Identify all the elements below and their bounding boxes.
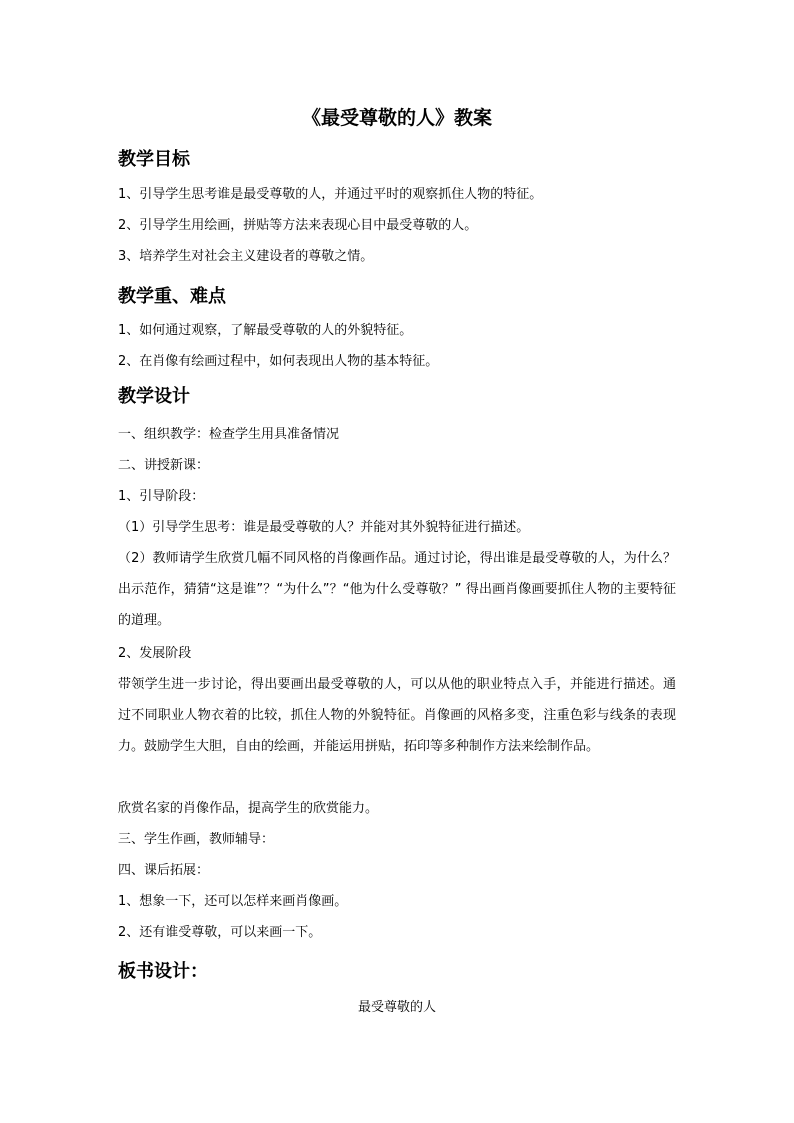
section-heading-board: 板书设计： [118,961,208,982]
design-paragraph-2: （2）教师请学生欣赏几幅不同风格的肖像画作品。通过讨论，得出谁是最受尊敬的人，为什么？出示范作，猜猜“这是谁”？“为什么”？“他为什么受尊敬？” 得出画肖像画要抓住人物的主要特征的道理。 [118,551,676,628]
section-heading-design: 教学设计 [118,386,190,407]
design-after-line-4: 1、想象一下，还可以怎样来画肖像画。 [118,894,348,909]
board-center-text: 最受尊敬的人 [357,1000,436,1015]
objective-item-1: 1、引导学生思考谁是最受尊敬的人，并通过平时的观察抓住人物的特征。 [118,187,543,202]
design-after-line-3: 四、课后拓展： [118,863,210,878]
key-point-item-1: 1、如何通过观察，了解最受尊敬的人的外貌特征。 [118,323,413,338]
section-heading-objectives: 教学目标 [118,149,190,170]
design-line-2: 二、讲授新课： [118,458,210,473]
objective-item-3: 3、培养学生对社会主义建设者的尊敬之情。 [118,249,374,264]
document-title: 《最受尊敬的人》教案 [301,107,492,129]
design-after-line-5: 2、还有谁受尊敬，可以来画一下。 [118,925,322,940]
design-paragraph-3: 带领学生进一步讨论，得出要画出最受尊敬的人，可以从他的职业特点入手，并能进行描述。通过不同职业人物衣着的比较，抓住人物的外貌特征。肖像画的风格多变，注重色彩与线条的表现力。鼓励学生大胆，自由的绘画，并能运用拼贴，拓印等多种制作方法来绘制作品。 [118,677,676,754]
design-after-line-2: 三、学生作画，教师辅导： [118,832,275,847]
design-line-4: （1）引导学生思考：谁是最受尊敬的人？并能对其外貌特征进行描述。 [118,520,530,535]
design-line-1: 一、组织教学：检查学生用具准备情况 [118,427,340,442]
design-stage-2: 2、发展阶段 [118,646,192,661]
key-point-item-2: 2、在肖像有绘画过程中，如何表现出人物的基本特征。 [118,354,439,369]
objective-item-2: 2、引导学生用绘画，拼贴等方法来表现心目中最受尊敬的人。 [118,218,478,233]
design-after-line-1: 欣赏名家的肖像作品，提高学生的欣赏能力。 [118,801,379,816]
design-line-3: 1、引导阶段： [118,489,205,504]
section-heading-key-points: 教学重、难点 [118,286,226,307]
